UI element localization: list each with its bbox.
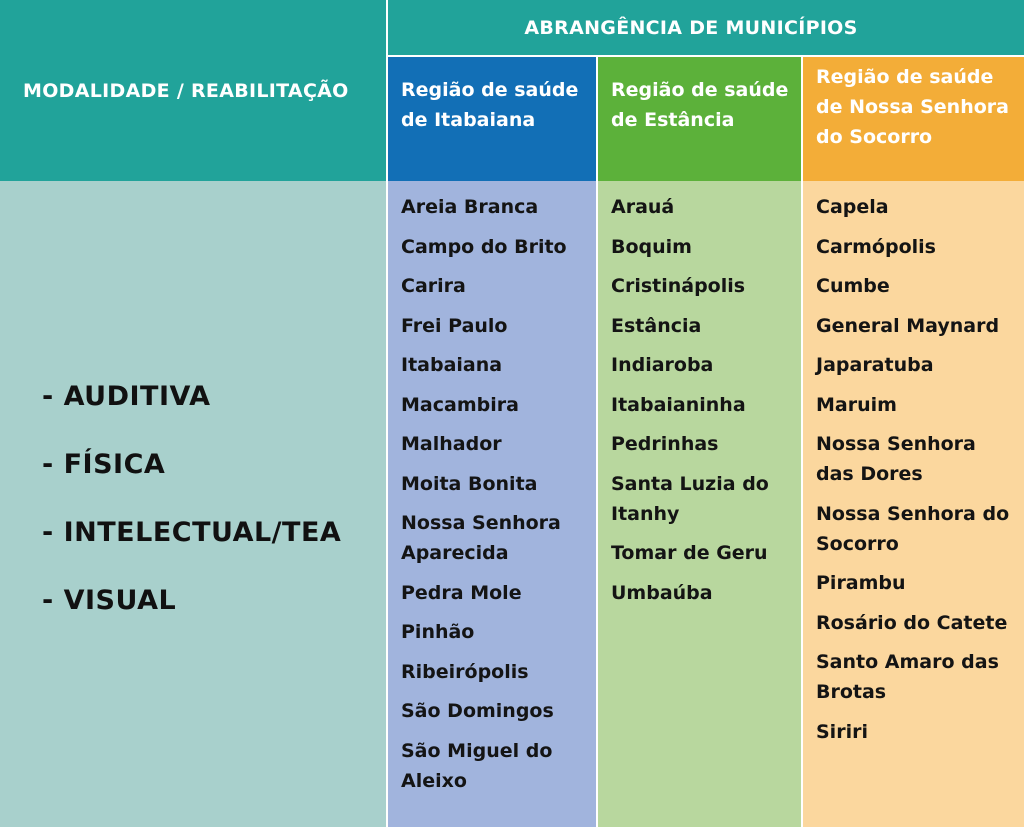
municipality-item: Campo do Brito [401,235,567,258]
municipality-item: Frei Paulo [401,314,508,337]
region-header-itabaiana: Região de saúde de Itabaiana [388,57,598,181]
municipality-item: Cristinápolis [611,275,746,297]
municipalities-socorro [803,181,1024,827]
municipality-item: Rosário do Catete [816,611,1008,634]
municipality-list-socorro [816,192,1016,747]
municipality-item: São Miguel do Aleixo [401,739,553,792]
municipality-item: Areia Branca [401,196,539,218]
region-header-socorro: Região de saúde de Nossa Senhora do Socorro [803,57,1024,181]
municipality-item: Malhador [401,433,502,455]
modality-list [42,363,386,635]
municipality-item: Moita Bonita [401,472,538,495]
municipality-item: Capela [816,196,889,218]
municipality-item: Itabaianinha [611,393,746,416]
modality-item: - INTELECTUAL/TEA [42,517,342,548]
modalities-cell [0,181,388,827]
municipality-item: Maruim [816,393,897,416]
municipality-item: Ribeirópolis [401,660,529,683]
modality-item: - VISUAL [42,585,177,616]
modality-item: - AUDITIVA [42,381,211,412]
municipality-item: Santa Luzia do Itanhy [611,472,769,525]
municipality-item: Pinhão [401,621,475,643]
municipality-item: Santo Amaro das Brotas [816,651,999,703]
municipality-item: Carmópolis [816,235,936,258]
municipality-item: Pedra Mole [401,581,522,604]
municipality-item: Arauá [611,196,675,218]
municipalities-itabaiana [388,181,598,827]
municipality-item: Pedrinhas [611,433,719,455]
municipality-item: Umbaúba [611,581,713,604]
municipality-item: Carira [401,275,466,297]
municipalities-estancia [598,181,803,827]
municipality-list-itabaiana [401,192,588,796]
scope-header-label: ABRANGÊNCIA DE MUNICÍPIOS [524,16,858,39]
municipality-item: Tomar de Geru [611,542,768,564]
municipality-item: Estância [611,314,702,337]
modality-item: - FÍSICA [42,449,166,480]
municipality-item: Pirambu [816,572,906,594]
municipality-item: Cumbe [816,275,890,297]
modality-header [0,0,388,181]
municipality-item: Macambira [401,393,519,416]
modality-header-label: MODALIDADE / REABILITAÇÃO [23,79,349,102]
municipality-item: Indiaroba [611,354,714,376]
municipality-item: Siriri [816,720,868,743]
region-header-estancia: Região de saúde de Estância [598,57,803,181]
municipality-item: Itabaiana [401,354,503,376]
municipality-item: Japaratuba [816,354,934,376]
municipality-item: Nossa Senhora Aparecida [401,512,561,564]
municipality-item: Boquim [611,235,692,258]
municipality-item: General Maynard [816,314,1000,337]
municipality-list-estancia [611,192,793,608]
scope-header [388,0,1024,57]
municipality-item: Nossa Senhora das Dores [816,433,976,485]
municipality-item: São Domingos [401,700,554,722]
municipality-item: Nossa Senhora do Socorro [816,502,1010,555]
